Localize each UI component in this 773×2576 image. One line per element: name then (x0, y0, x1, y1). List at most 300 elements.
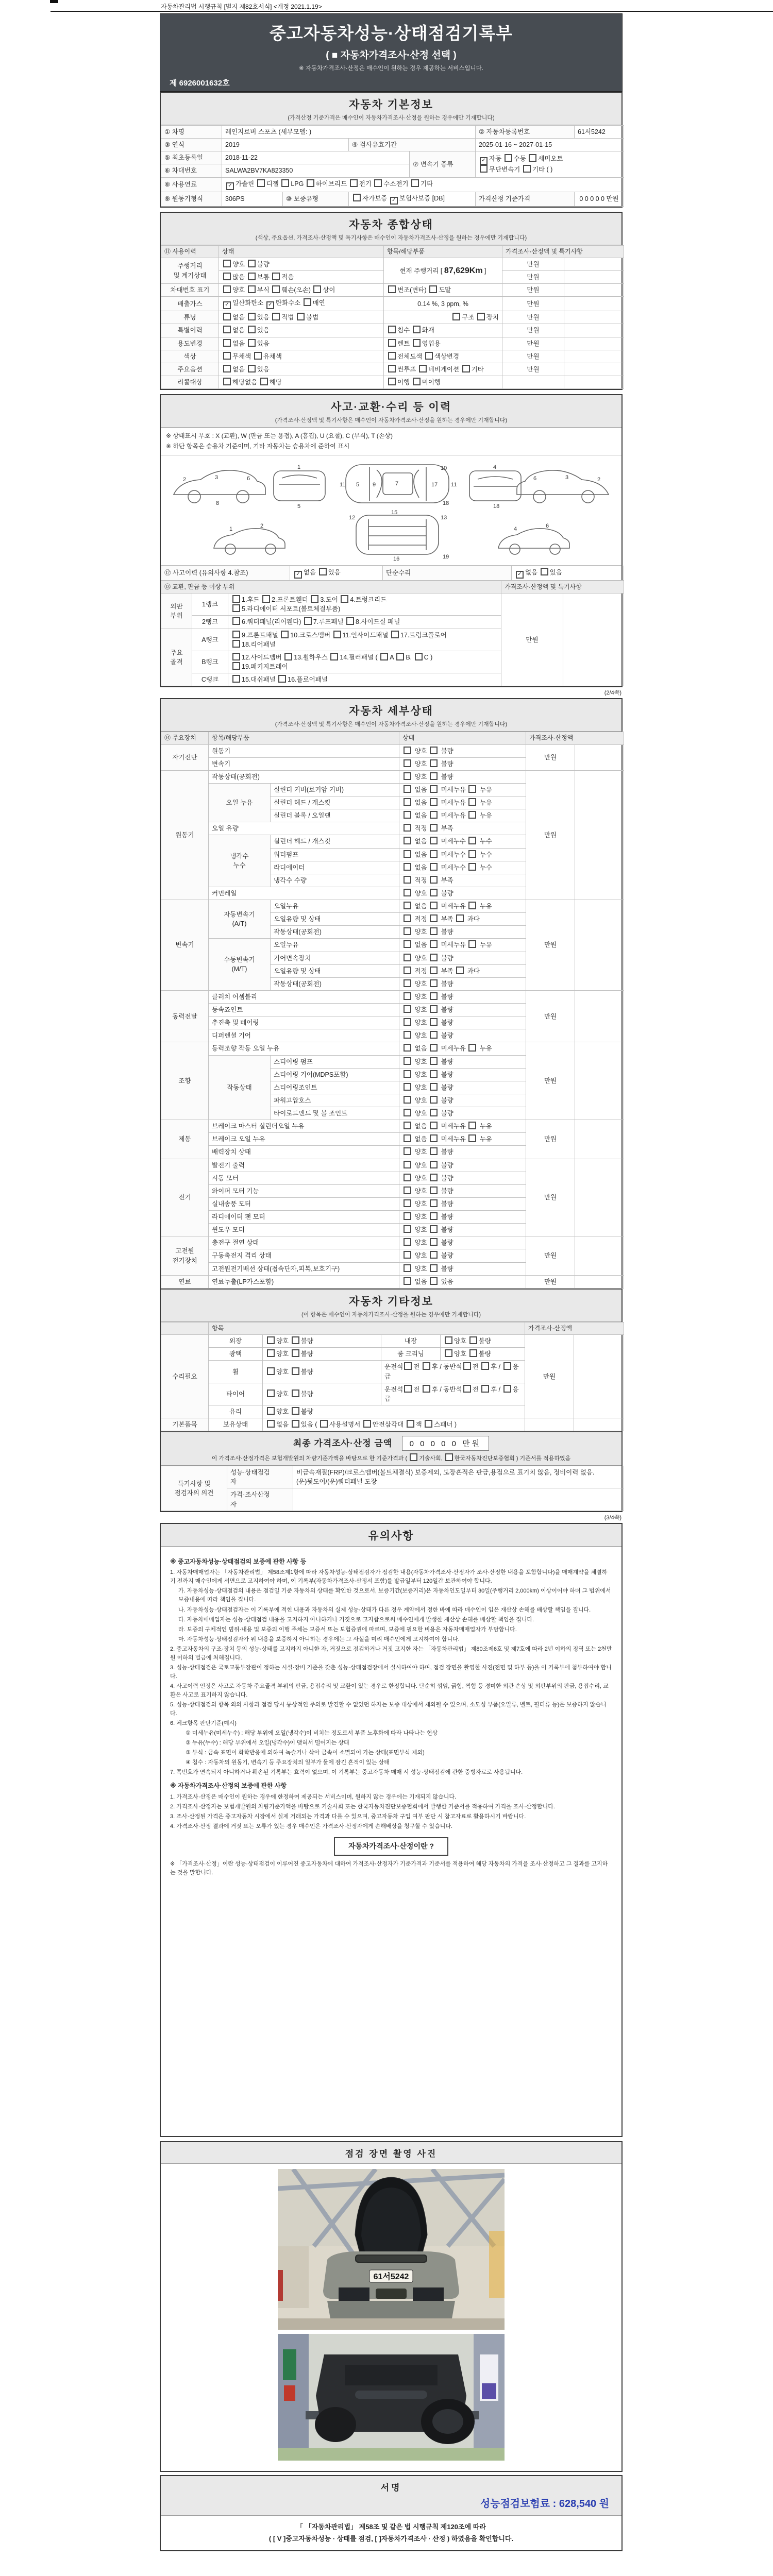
checkbox[interactable] (223, 326, 231, 333)
svg-text:17: 17 (431, 481, 438, 488)
checkbox[interactable] (404, 1187, 411, 1194)
checkbox[interactable] (404, 1057, 411, 1065)
notice-line: ※ 중고자동차성능·상태점검의 보증에 관한 사항 등 (170, 1557, 307, 1565)
cell: 충전구 절연 상태 (209, 1236, 399, 1249)
checkbox[interactable] (278, 675, 286, 683)
checkbox[interactable] (430, 1031, 438, 1039)
cell: 가격산정 기준가격 (476, 192, 575, 206)
checkbox[interactable] (267, 1389, 275, 1397)
checkbox[interactable] (430, 1057, 438, 1065)
cell: 냉각수 누수 (209, 835, 271, 887)
checkbox[interactable] (248, 273, 256, 280)
checkbox[interactable] (430, 954, 438, 961)
table-row (161, 566, 624, 580)
basic-info-table (161, 125, 624, 207)
checkbox[interactable] (319, 568, 327, 575)
checkbox[interactable] (445, 1336, 452, 1344)
table-row (161, 324, 624, 337)
checkbox[interactable] (404, 876, 411, 884)
checkbox[interactable] (272, 273, 280, 280)
checkbox[interactable] (430, 785, 438, 793)
detail-status-table (161, 732, 624, 1289)
cell: 1.후드 2.프론트휀더 3.도어 4.트렁크리드 5.라디에이터 서포트(볼트체결부품) (228, 594, 501, 616)
svg-text:15: 15 (391, 509, 398, 516)
checkbox[interactable] (404, 785, 411, 793)
checkbox[interactable] (248, 365, 256, 372)
checkbox[interactable] (292, 1367, 299, 1375)
checkbox[interactable] (223, 365, 231, 372)
cell: 실린더 커버(로커암 커버) (271, 783, 399, 796)
checkbox[interactable] (363, 1420, 371, 1428)
cell: 시동 모터 (209, 1172, 399, 1184)
cell: 15.대쉬패널 16.플로어패널 (228, 673, 501, 686)
checkbox[interactable] (404, 1122, 411, 1129)
checkbox[interactable] (267, 1367, 275, 1375)
checkbox[interactable] (262, 595, 270, 603)
checkbox[interactable] (429, 285, 437, 293)
svg-text:5: 5 (297, 503, 301, 510)
checkbox[interactable] (430, 1044, 438, 1052)
inspector-opinion-table (161, 1466, 624, 1511)
checkbox[interactable] (529, 154, 536, 162)
checkbox[interactable] (292, 1407, 299, 1415)
checkbox[interactable] (404, 1174, 411, 1181)
checkbox[interactable] (411, 179, 419, 187)
checkbox[interactable] (267, 1349, 275, 1357)
checkbox[interactable] (292, 1336, 299, 1344)
checkbox[interactable] (267, 1336, 275, 1344)
checkbox[interactable] (404, 759, 411, 767)
etc-info-note: (이 항목은 매수인이 자동차가격조사·산정을 원하는 경우에만 기재합니다) (301, 1311, 481, 1318)
notice-line: 자동차가격조사·산정이란 ? (170, 1837, 612, 1856)
checkbox[interactable] (430, 1005, 438, 1013)
checkbox[interactable] (320, 1420, 328, 1428)
checkbox[interactable] (404, 1225, 411, 1233)
cell: ⑥ 차대번호 (161, 164, 222, 177)
checkbox[interactable] (388, 365, 396, 372)
notice-line: 1. 자동차매매업자는 「자동차관리법」 제58조제1항에 따라 자동차성능·상태점검자가 점검한 내용(자동차가격조사·산정자가 조사·산정한 내용을 포함합니다)을 매매계약을 체결하기 전까지 매수인에게 서면으로 고지하여야 하며, 이 기록부(자동차가격조사·산정서 포함)를 발급일부터 120일간 보관하여야 합니다. (170, 1569, 608, 1585)
service-note: ※ 자동차가격조사·산정은 매수인이 원하는 경우 제공하는 서비스입니다. (299, 65, 483, 72)
checkbox[interactable] (254, 352, 262, 360)
checkbox[interactable] (223, 260, 231, 267)
table-row (161, 581, 624, 593)
checkbox[interactable] (284, 653, 292, 660)
checkbox[interactable] (430, 902, 438, 909)
cell: 양호 부식 훼손(오손) 상이 (219, 284, 384, 297)
checkbox[interactable] (404, 798, 411, 806)
checkbox[interactable] (341, 595, 348, 603)
checkbox[interactable] (404, 1044, 411, 1052)
cell: 외장 (209, 1335, 263, 1348)
checkbox[interactable] (404, 837, 411, 844)
checkbox[interactable] (430, 863, 438, 871)
checkbox[interactable] (404, 902, 411, 909)
checkbox[interactable] (297, 313, 305, 320)
checkbox[interactable] (404, 772, 411, 780)
checkbox[interactable] (469, 1336, 477, 1344)
checkbox[interactable] (423, 1385, 430, 1393)
checkbox[interactable] (430, 914, 438, 922)
checkbox[interactable] (272, 285, 280, 293)
checkbox[interactable] (463, 1385, 471, 1393)
checkbox[interactable] (430, 1161, 438, 1168)
accident-history-table (161, 566, 624, 581)
checkbox[interactable] (223, 273, 231, 280)
checkbox[interactable] (463, 1362, 471, 1370)
checkbox[interactable] (430, 759, 438, 767)
accident-title: 사고·교환·수리 등 이력 (330, 401, 452, 414)
checkbox[interactable] (430, 1212, 438, 1220)
checkbox[interactable] (232, 631, 240, 638)
checkbox[interactable] (404, 1277, 411, 1285)
checkbox[interactable] (430, 889, 438, 896)
cell (564, 350, 624, 363)
checkbox[interactable] (404, 1212, 411, 1220)
checkbox[interactable] (430, 1096, 438, 1104)
checkbox[interactable] (404, 914, 411, 922)
checkbox[interactable] (452, 313, 460, 320)
checkbox[interactable] (257, 179, 265, 187)
checkbox[interactable] (260, 378, 268, 385)
checkbox[interactable] (430, 850, 438, 858)
checkbox[interactable] (404, 747, 411, 754)
cell (564, 297, 624, 311)
checkbox[interactable] (404, 927, 411, 935)
car-diagram-svg (164, 457, 618, 561)
checkbox[interactable] (374, 179, 382, 187)
checkbox[interactable] (396, 653, 404, 660)
checkbox[interactable] (223, 352, 231, 360)
checkbox[interactable] (388, 378, 396, 385)
cell: 등속죠인트 (209, 1004, 399, 1016)
checkbox[interactable] (388, 326, 396, 333)
checkbox[interactable] (430, 1070, 438, 1078)
final-price-band (161, 1431, 621, 1466)
checkbox[interactable] (404, 1096, 411, 1104)
checkbox[interactable] (404, 863, 411, 871)
checkbox[interactable] (272, 313, 280, 320)
cell: 스티어링 기어(MDPS포함) (271, 1068, 399, 1081)
cell: 배출가스 (161, 297, 219, 311)
cell: 렌트 영업용 (384, 337, 502, 350)
checkbox[interactable] (413, 378, 421, 385)
checkbox[interactable] (404, 1251, 411, 1259)
checkbox[interactable] (281, 631, 289, 638)
checkbox[interactable] (468, 850, 476, 858)
checkbox[interactable] (404, 1238, 411, 1246)
checkbox[interactable] (248, 260, 256, 267)
checkbox[interactable] (430, 798, 438, 806)
checkbox[interactable] (404, 1147, 411, 1155)
section-signature (160, 2475, 623, 2551)
cell: 룸 크리닝 (381, 1348, 441, 1361)
cell: 없음 있음 (399, 1275, 526, 1288)
checkbox[interactable] (469, 1349, 477, 1357)
checkbox[interactable] (430, 1018, 438, 1026)
cell: 0 0 0 0 0 만원 (575, 192, 624, 206)
checkbox[interactable] (232, 617, 240, 625)
cell: 가격조사·산정액 (526, 732, 624, 744)
checkbox[interactable] (430, 1187, 438, 1194)
table-row (161, 284, 624, 297)
cell: 양호 불량 (399, 1094, 526, 1107)
checkbox[interactable] (292, 1349, 299, 1357)
cell (575, 1236, 624, 1275)
checkbox[interactable] (391, 631, 399, 638)
checkbox[interactable] (404, 1264, 411, 1272)
svg-text:1: 1 (229, 526, 233, 532)
checkbox[interactable] (388, 339, 396, 347)
checkbox[interactable] (350, 179, 358, 187)
checkbox[interactable] (430, 1122, 438, 1129)
checkbox-checked[interactable]: ✓ (226, 182, 234, 190)
checkbox[interactable] (353, 194, 361, 201)
checkbox[interactable] (404, 850, 411, 858)
checkbox[interactable] (523, 165, 531, 173)
checkbox[interactable] (404, 979, 411, 987)
cell: 작동상태(공회전) (271, 926, 399, 939)
checkbox[interactable] (330, 653, 338, 660)
inspection-photo-front (278, 2169, 505, 2330)
cell: 변속기 (161, 900, 209, 991)
checkbox[interactable] (430, 1109, 438, 1116)
svg-text:3: 3 (215, 474, 219, 481)
checkbox[interactable] (430, 1174, 438, 1181)
checkbox[interactable] (404, 992, 411, 1000)
checkbox[interactable] (481, 1362, 489, 1370)
table-row (161, 311, 624, 324)
checkbox[interactable] (404, 811, 411, 819)
checkbox[interactable] (232, 640, 240, 648)
svg-text:19: 19 (443, 553, 449, 560)
cell: 자기진단 (161, 744, 209, 770)
cell (564, 324, 624, 337)
checkbox[interactable] (404, 954, 411, 961)
checkbox[interactable] (430, 1134, 438, 1142)
svg-text:61서5242: 61서5242 (373, 2272, 409, 2281)
checkbox[interactable] (404, 940, 411, 948)
checkbox[interactable] (503, 1362, 511, 1370)
checkbox[interactable] (462, 365, 470, 372)
checkbox[interactable] (413, 326, 421, 333)
checkbox[interactable] (404, 1362, 412, 1370)
table-row (161, 1418, 624, 1431)
checkbox[interactable] (248, 313, 256, 320)
checkbox[interactable] (480, 165, 488, 173)
checkbox[interactable] (456, 914, 464, 922)
svg-text:2: 2 (260, 522, 264, 529)
checkbox[interactable] (232, 604, 240, 612)
checkbox[interactable] (410, 1453, 417, 1461)
checkbox-checked[interactable]: ✓ (516, 571, 524, 579)
checkbox[interactable] (468, 785, 476, 793)
checkbox[interactable] (380, 653, 388, 660)
cell: 적정 부족 과다 (399, 913, 526, 926)
checkbox[interactable] (223, 378, 231, 385)
checkbox[interactable] (430, 1147, 438, 1155)
cell: 만원 (502, 258, 564, 270)
checkbox-checked[interactable]: ✓ (480, 157, 488, 165)
checkbox[interactable] (430, 811, 438, 819)
legend-line-2: ※ 하단 항목은 승용차 기준이며, 기타 자동차는 승용차에 준하여 표시 (166, 443, 350, 450)
checkbox[interactable] (407, 1420, 414, 1428)
cell: 양호 불량 (399, 1224, 526, 1236)
cell: 만원 (526, 770, 575, 900)
checkbox[interactable] (413, 339, 421, 347)
checkbox[interactable] (281, 179, 289, 187)
checkbox[interactable] (304, 617, 312, 625)
checkbox[interactable] (307, 179, 314, 187)
cell: 양호 불량 (263, 1361, 381, 1383)
checkbox[interactable] (468, 940, 476, 948)
cell: 양호 불량 (441, 1335, 525, 1348)
checkbox[interactable] (248, 285, 256, 293)
checkbox[interactable] (541, 568, 548, 575)
checkbox[interactable] (404, 1005, 411, 1013)
cell: 실린더 헤드 / 개스킷 (271, 835, 399, 848)
checkbox-checked[interactable]: ✓ (266, 301, 274, 309)
notice-line: ② 누유(누수) : 해당 부위에서 오일(냉각수)이 맺혀서 떨어지는 상태 (186, 1740, 349, 1747)
cell (525, 1418, 574, 1431)
checkbox[interactable] (223, 285, 231, 293)
cell: 운전석 전 후 / 동반석 전 후 / 응급 (381, 1383, 525, 1405)
notice-line: ① 미세누유(미세누수) : 해당 부위에 오일(냉각수)이 비치는 정도로서 부품 노후화에 따라 나타나는 현상 (186, 1730, 438, 1737)
checkbox[interactable] (445, 1453, 453, 1461)
checkbox[interactable] (404, 889, 411, 896)
cell: 튜닝 (161, 311, 219, 324)
basic-info-title: 자동차 기본정보 (349, 99, 433, 111)
checkbox[interactable] (468, 837, 476, 844)
cell: 동력조향 작동 오일 누유 (209, 1042, 399, 1055)
checkbox-checked[interactable]: ✓ (223, 301, 231, 309)
svg-text:10: 10 (441, 465, 447, 471)
checkbox[interactable] (267, 1420, 275, 1428)
checkbox[interactable] (468, 798, 476, 806)
checkbox[interactable] (468, 863, 476, 871)
checkbox[interactable] (430, 979, 438, 987)
cell: 브레이크 오일 누유 (209, 1133, 399, 1146)
checkbox[interactable] (430, 1238, 438, 1246)
checkbox[interactable] (430, 940, 438, 948)
checkbox[interactable] (388, 352, 396, 360)
final-price-label: 최종 가격조사·산정 금액 (293, 1438, 393, 1449)
detail-status-note: (가격조사·산정액 및 특기사항은 매수인이 자동차가격조사·산정을 원하는 경우에만 기재합니다) (275, 721, 508, 728)
checkbox[interactable] (468, 1044, 476, 1052)
checkbox-checked[interactable]: ✓ (294, 571, 302, 579)
checkbox[interactable] (430, 1277, 438, 1285)
checkbox[interactable] (505, 154, 512, 162)
checkbox[interactable] (419, 365, 427, 372)
checkbox[interactable] (445, 1349, 452, 1357)
cell: 레인지로버 스포츠 (세부모델: ) (222, 126, 476, 139)
cell (564, 258, 624, 270)
cell: 2018-11-22 (222, 151, 410, 164)
checkbox[interactable] (503, 1385, 511, 1393)
checkbox[interactable] (404, 1031, 411, 1039)
checkbox[interactable] (415, 653, 423, 660)
notice-line: 4. 가격조사·산정 결과에 거짓 또는 오류가 있는 경우 매수인은 가격조사·산정자에게 손해배상을 청구할 수 있습니다. (170, 1823, 453, 1830)
cell (575, 1120, 624, 1159)
checkbox[interactable] (468, 1134, 476, 1142)
checkbox[interactable] (430, 772, 438, 780)
checkbox[interactable] (223, 339, 231, 347)
checkbox[interactable] (311, 595, 318, 603)
cell: 단순수리 (383, 566, 512, 580)
cell: 수리필요 (161, 1335, 209, 1418)
checkbox[interactable] (223, 313, 231, 320)
checkbox[interactable] (430, 927, 438, 935)
checkbox[interactable] (423, 1362, 430, 1370)
checkbox[interactable] (430, 1199, 438, 1207)
checkbox[interactable] (430, 1225, 438, 1233)
checkbox[interactable] (232, 662, 240, 670)
checkbox[interactable] (430, 747, 438, 754)
checkbox[interactable] (477, 313, 485, 320)
checkbox[interactable] (333, 631, 341, 638)
cell (564, 284, 624, 297)
checkbox[interactable] (468, 1122, 476, 1129)
checkbox[interactable] (456, 967, 464, 974)
checkbox[interactable] (468, 811, 476, 819)
checkbox[interactable] (388, 285, 396, 293)
checkbox[interactable] (404, 1018, 411, 1026)
checkbox[interactable] (468, 902, 476, 909)
cell: 성능·상태점검 자 (227, 1466, 293, 1488)
checkbox[interactable] (425, 352, 433, 360)
cell: 양호 불량 (399, 1249, 526, 1262)
checkbox[interactable] (404, 1134, 411, 1142)
checkbox[interactable] (430, 1251, 438, 1259)
document-number: 제 6926001632호 (170, 79, 230, 88)
checkbox[interactable] (346, 617, 354, 625)
checkbox[interactable] (404, 967, 411, 974)
etc-info-table (161, 1322, 624, 1431)
cell: 원동기 (161, 770, 209, 900)
checkbox[interactable] (232, 653, 240, 660)
checkbox[interactable] (404, 824, 411, 832)
checkbox[interactable] (292, 1389, 299, 1397)
checkbox[interactable] (267, 1407, 275, 1415)
checkbox[interactable] (430, 837, 438, 844)
checkbox[interactable] (430, 967, 438, 974)
checkbox-checked[interactable]: ✓ (390, 197, 398, 205)
cell (564, 363, 624, 376)
checkbox[interactable] (248, 339, 256, 347)
checkbox[interactable] (404, 1070, 411, 1078)
checkbox[interactable] (232, 675, 240, 683)
checkbox[interactable] (304, 298, 311, 306)
checkbox[interactable] (425, 1420, 432, 1428)
checkbox[interactable] (232, 595, 240, 603)
cell: 색상 (161, 350, 219, 363)
cell: 만원 (502, 324, 564, 337)
checkbox[interactable] (313, 285, 321, 293)
checkbox[interactable] (404, 1109, 411, 1116)
checkbox[interactable] (430, 1264, 438, 1272)
checkbox[interactable] (248, 326, 256, 333)
checkbox[interactable] (430, 824, 438, 832)
checkbox[interactable] (404, 1199, 411, 1207)
checkbox[interactable] (404, 1385, 412, 1393)
checkbox[interactable] (404, 1161, 411, 1168)
checkbox[interactable] (481, 1385, 489, 1393)
checkbox[interactable] (292, 1420, 299, 1428)
checkbox[interactable] (404, 1083, 411, 1091)
checkbox[interactable] (430, 992, 438, 1000)
checkbox[interactable] (430, 1083, 438, 1091)
checkbox[interactable] (430, 876, 438, 884)
cell: 항목 (209, 1322, 525, 1334)
